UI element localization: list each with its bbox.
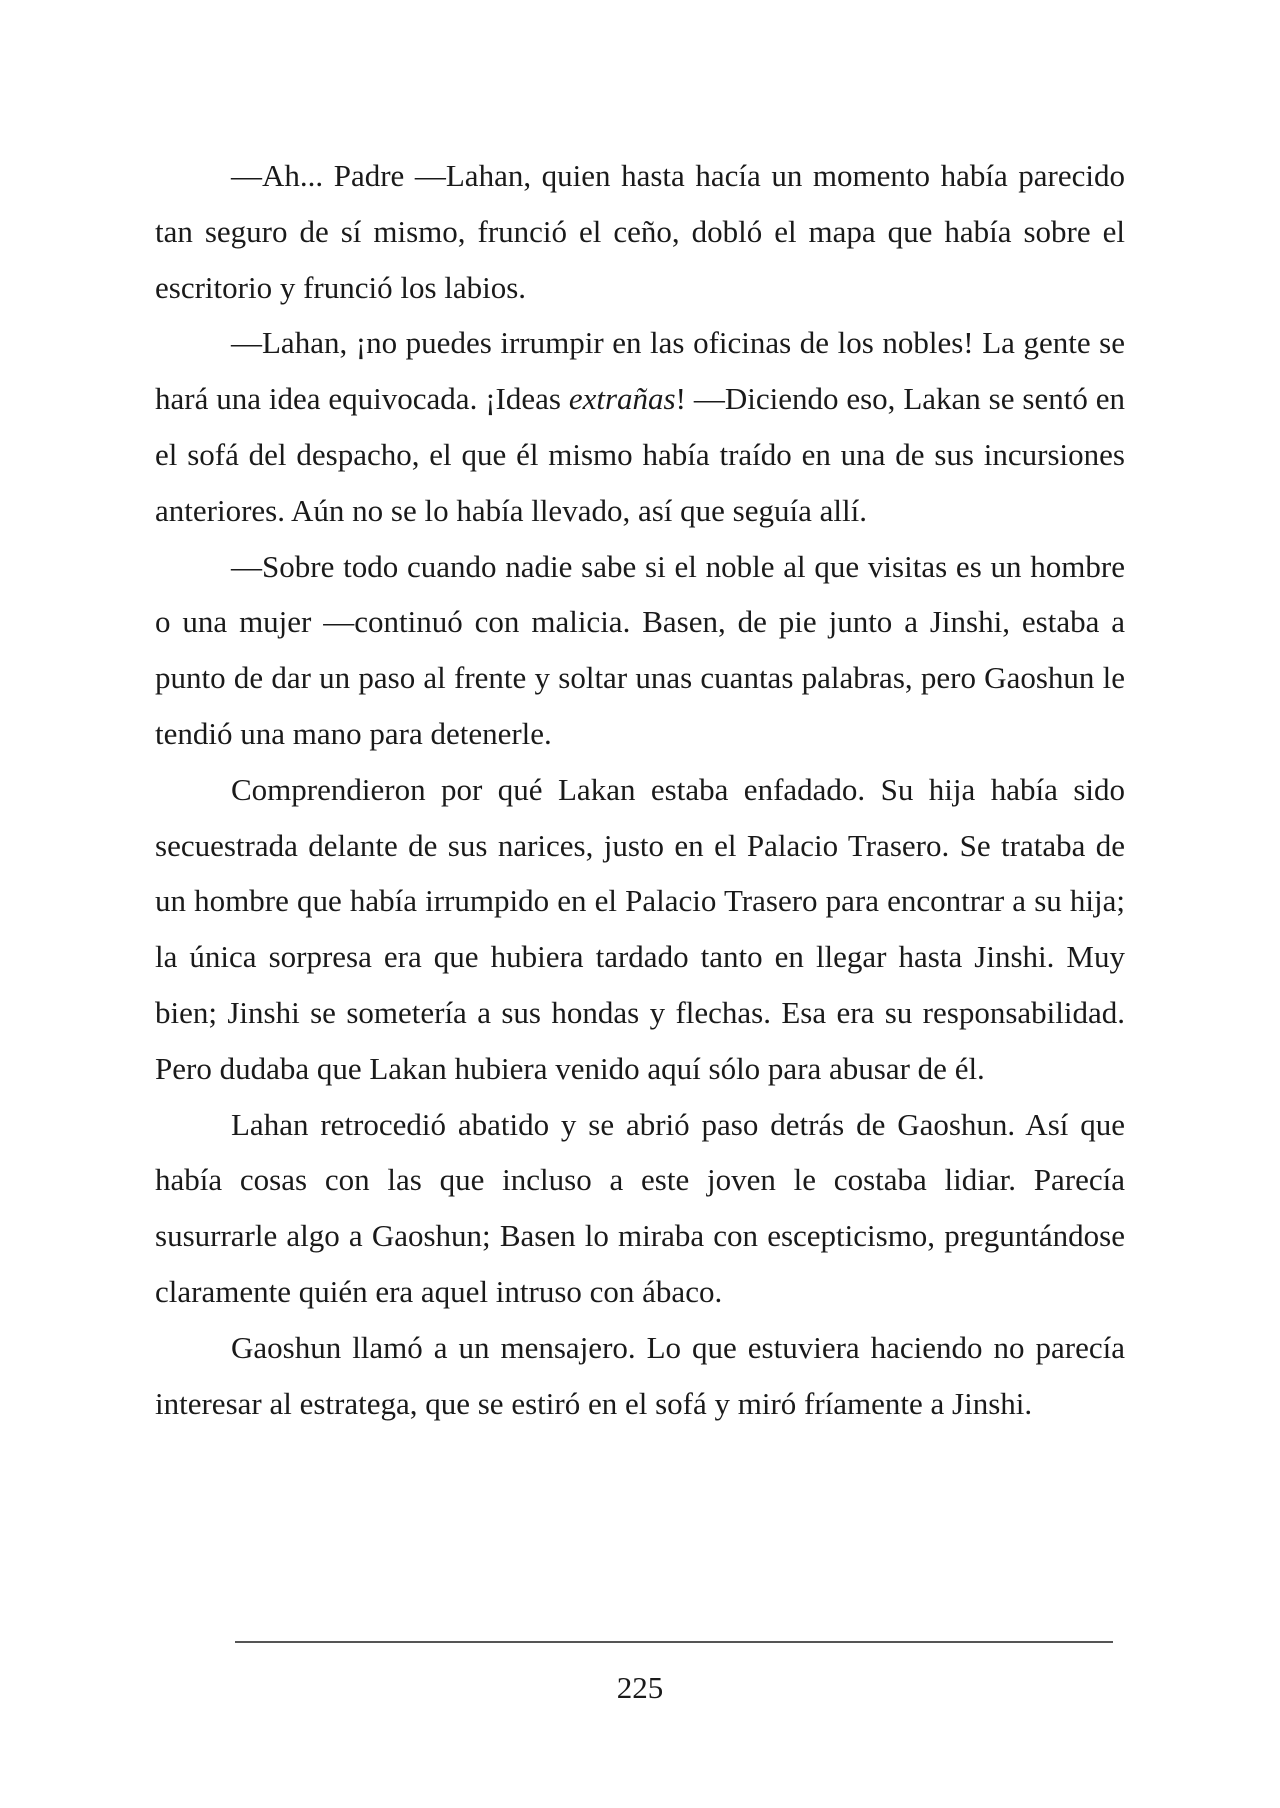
- paragraph: [155, 762, 1125, 1097]
- paragraph: [155, 315, 1125, 538]
- paragraph: [155, 1320, 1125, 1432]
- paragraph: [155, 1097, 1125, 1320]
- paragraph-text: —Sobre todo cuando nadie sabe si el noble al que visitas es un hombre o una mujer —continuó con malicia. Basen, de pie junto a Jinshi, estaba a punto de dar un paso al frente y soltar unas cuantas palabras, pero Gaoshun le tendió una mano para detenerle.: [155, 548, 1125, 751]
- page-number: 225: [616, 1670, 664, 1705]
- italic-text: extrañas: [568, 381, 676, 417]
- paragraph-text: —Lahan, ¡no puedes irrumpir en las oficinas de los nobles! La gente se hará una idea equivocada. ¡Ideas: [155, 325, 1125, 417]
- paragraph-text: Comprendieron por qué Lakan estaba enfadado. Su hija había sido secuestrada delante de sus narices, justo en el Palacio Trasero. Se trataba de un hombre que había irrumpido en el Palacio Trasero para encontrar a su hija; la única sorpresa era que hubiera tardado tanto en llegar hasta Jinshi. Muy bien; Jinshi se sometería a sus hondas y flechas. Esa era su responsabilidad. Pero dudaba que Lakan hubiera venido aquí sólo para abusar de él.: [155, 771, 1125, 1086]
- paragraph: [155, 148, 1125, 315]
- body-text: [155, 148, 1125, 1431]
- paragraph-text: —Ah... Padre —Lahan, quien hasta hacía un momento había parecido tan seguro de sí mismo, frunció el ceño, dobló el mapa que había sobre el escritorio y frunció los labios.: [155, 158, 1125, 305]
- paragraph: [155, 539, 1125, 762]
- paragraph-text: Lahan retrocedió abatido y se abrió paso detrás de Gaoshun. Así que había cosas con las que incluso a este joven le costaba lidiar. Parecía susurrarle algo a Gaoshun; Basen lo miraba con escepticismo, preguntándose claramente quién era aquel intruso con ábaco.: [155, 1106, 1125, 1309]
- paragraph-text: Gaoshun llamó a un mensajero. Lo que estuviera haciendo no parecía interesar al estratega, que se estiró en el sofá y miró fríamente a Jinshi.: [155, 1329, 1125, 1421]
- footer-divider: [235, 1641, 1113, 1643]
- paragraph-text: ! —Diciendo eso, Lakan se sentó en el sofá del despacho, el que él mismo había traído en una de sus incursiones anteriores. Aún no se lo había llevado, así que seguía allí.: [155, 381, 1125, 528]
